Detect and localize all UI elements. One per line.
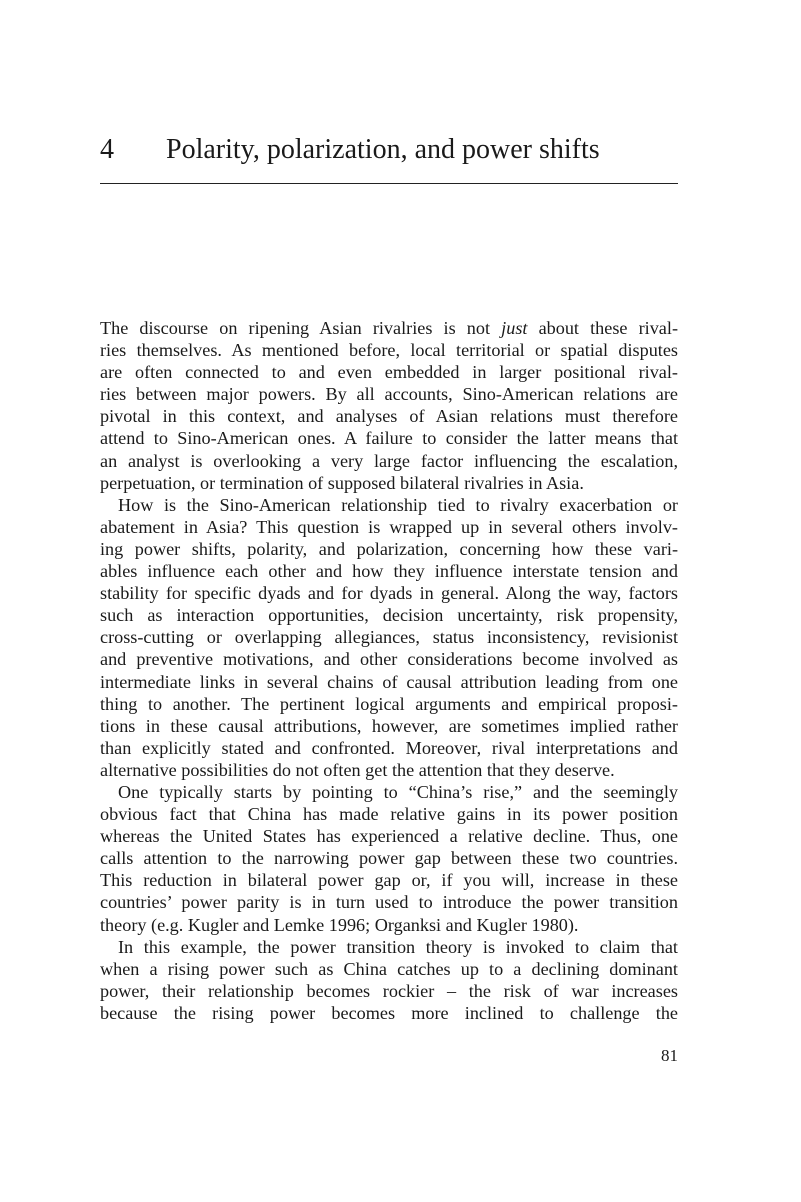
paragraph bbox=[100, 317, 678, 494]
text-line bbox=[100, 1002, 678, 1024]
text-run: obvious fact that China has made relative gains in its power position bbox=[100, 804, 678, 825]
text-line bbox=[100, 383, 678, 405]
text-line bbox=[100, 604, 678, 626]
text-run: perpetuation, or termination of supposed bilateral rivalries in Asia. bbox=[100, 472, 584, 493]
text-run: whereas the United States has experienced a relative decline. Thus, one bbox=[100, 826, 678, 847]
text-line bbox=[100, 339, 678, 361]
text-run: an analyst is overlooking a very large factor influencing the escalation, bbox=[100, 450, 678, 471]
text-line bbox=[100, 671, 678, 693]
text-line bbox=[100, 759, 678, 781]
text-run: ables influence each other and how they influence interstate tension and bbox=[100, 561, 678, 582]
text-run: about these rival- bbox=[527, 318, 678, 338]
text-run: cross-cutting or overlapping allegiances, status inconsistency, revisionist bbox=[100, 627, 678, 648]
body-text bbox=[100, 317, 678, 1024]
text-line bbox=[100, 847, 678, 869]
text-line bbox=[100, 538, 678, 560]
text-line bbox=[100, 472, 678, 494]
chapter-number: 4 bbox=[100, 134, 114, 165]
text-run: The discourse on ripening Asian rivalries is not bbox=[100, 318, 502, 338]
text-run: alternative possibilities do not often get the attention that they deserve. bbox=[100, 759, 615, 780]
text-run: when a rising power such as China catches up to a declining dominant bbox=[100, 958, 678, 979]
text-line bbox=[100, 427, 678, 449]
chapter-title: Polarity, polarization, and power shifts bbox=[166, 134, 600, 165]
text-run: ries between major powers. By all accounts, Sino-American relations are bbox=[100, 384, 678, 405]
text-line bbox=[100, 869, 678, 891]
text-run: pivotal in this context, and analyses of Asian relations must therefore bbox=[100, 406, 678, 427]
page-number: 81 bbox=[661, 1046, 678, 1065]
text-run: abatement in Asia? This question is wrapped up in several others involv- bbox=[100, 516, 678, 537]
text-run: because the rising power becomes more inclined to challenge the bbox=[100, 1002, 678, 1023]
text-line bbox=[100, 936, 678, 958]
text-line bbox=[100, 317, 678, 339]
text-run: In this example, the power transition theory is invoked to claim that bbox=[118, 936, 678, 957]
text-run: theory (e.g. Kugler and Lemke 1996; Organksi and Kugler 1980). bbox=[100, 914, 579, 935]
text-line bbox=[100, 450, 678, 472]
paragraph bbox=[100, 936, 678, 1024]
text-run: power, their relationship becomes rockier – the risk of war increases bbox=[100, 980, 678, 1001]
text-line bbox=[100, 914, 678, 936]
text-run: than explicitly stated and confronted. Moreover, rival interpretations and bbox=[100, 737, 678, 758]
text-run: countries’ power parity is in turn used to introduce the power transition bbox=[100, 892, 678, 913]
text-line bbox=[100, 958, 678, 980]
text-run: ries themselves. As mentioned before, local territorial or spatial disputes bbox=[100, 340, 678, 361]
text-run: are often connected to and even embedded in larger positional rival- bbox=[100, 362, 678, 383]
paragraph bbox=[100, 781, 678, 936]
text-line bbox=[100, 737, 678, 759]
text-line bbox=[100, 803, 678, 825]
text-line bbox=[100, 516, 678, 538]
text-run: attend to Sino-American ones. A failure to consider the latter means that bbox=[100, 428, 678, 449]
text-line bbox=[100, 494, 678, 516]
text-run: tions in these causal attributions, however, are sometimes implied rather bbox=[100, 715, 678, 736]
text-run: such as interaction opportunities, decision uncertainty, risk propensity, bbox=[100, 605, 678, 626]
text-run: and preventive motivations, and other considerations become involved as bbox=[100, 649, 678, 670]
text-line bbox=[100, 693, 678, 715]
text-line bbox=[100, 405, 678, 427]
text-run: How is the Sino-American relationship tied to rivalry exacerbation or bbox=[118, 494, 678, 515]
text-run: stability for specific dyads and for dyads in general. Along the way, factors bbox=[100, 583, 678, 604]
text-line bbox=[100, 715, 678, 737]
text-run: ing power shifts, polarity, and polarization, concerning how these vari- bbox=[100, 538, 678, 559]
text-run: calls attention to the narrowing power gap between these two countries. bbox=[100, 848, 678, 869]
text-run: intermediate links in several chains of causal attribution leading from one bbox=[100, 671, 678, 692]
text-line bbox=[100, 980, 678, 1002]
text-run: This reduction in bilateral power gap or, if you will, increase in these bbox=[100, 870, 678, 891]
text-line bbox=[100, 825, 678, 847]
text-line bbox=[100, 626, 678, 648]
text-line bbox=[100, 361, 678, 383]
text-line bbox=[100, 781, 678, 803]
text-line bbox=[100, 560, 678, 582]
text-line bbox=[100, 582, 678, 604]
text-line bbox=[100, 648, 678, 670]
heading-rule bbox=[100, 183, 678, 184]
text-line bbox=[100, 891, 678, 913]
paragraph bbox=[100, 494, 678, 781]
text-run: thing to another. The pertinent logical arguments and empirical proposi- bbox=[100, 693, 678, 714]
emphasis-text: just bbox=[501, 318, 528, 338]
text-run: One typically starts by pointing to “China’s rise,” and the seemingly bbox=[118, 781, 678, 802]
